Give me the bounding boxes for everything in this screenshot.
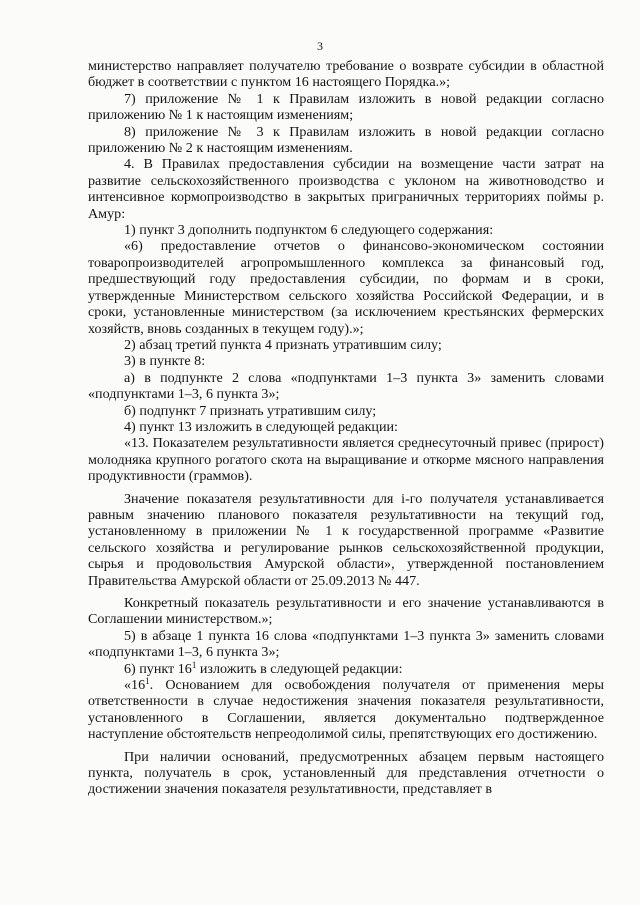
paragraph-quote-16-1 xyxy=(88,677,604,743)
document-body xyxy=(88,58,604,798)
paragraph-quote-16-1-pre: «16 xyxy=(124,677,146,694)
paragraph-subitem-4: 4) пункт 13 изложить в следующей редакции: xyxy=(124,418,398,435)
paragraph-subitem-a: а) в подпункте 2 слова «подпунктами 1–3 пункта 3» заменить словами «подпунктами 1–3, 6 пункта 3»; xyxy=(88,369,604,403)
paragraph-subitem-6 xyxy=(88,661,604,677)
paragraph-subitem-2: 2) абзац третий пункта 4 признать утратившим силу; xyxy=(124,336,442,353)
paragraph-continuation: министерство направляет получателю требование о возврате субсидии в областной бюджет в соответствии с пунктом 16 настоящего Порядка.»; xyxy=(88,58,604,91)
paragraph-item-7: 7) приложение № 1 к Правилам изложить в новой редакции согласно приложению № 1 к настоящим изменениям; xyxy=(88,90,604,124)
paragraph-grounds: При наличии оснований, предусмотренных абзацем первым настоящего пункта, получатель в срок, установленный для представления отчетности о достижении значения показателя результативности, представляет в xyxy=(88,748,604,798)
paragraph-section-4: 4. В Правилах предоставления субсидии на возмещение части затрат на развитие сельскохозяйственного производства с уклоном на животноводство и интенсивное кормопроизводство в закрытых приграничных территориях поймы р. Амур: xyxy=(88,156,604,222)
paragraph-subitem-6-pre: 6) пункт 16 xyxy=(124,660,192,677)
paragraph-quote-6: «6) предоставление отчетов о финансово-экономическом состоянии товаропроизводителей агропромышленного комплекса за финансовый год, предшествующий году предоставления субсидии, по формам и в сроки, утвержденные Министерством сельского хозяйства Российской Федерации, и в сроки, установленные министерством (за исключением крестьянских фермерских хозяйств, вновь созданных в текущем году).»; xyxy=(88,238,604,337)
paragraph-subitem-5: 5) в абзаце 1 пункта 16 слова «подпунктами 1–3 пункта 3» заменить словами «подпунктами 1–3, 6 пункта 3»; xyxy=(88,627,604,661)
paragraph-specific-indicator: Конкретный показатель результативности и его значение устанавливаются в Соглашении министерством.»; xyxy=(88,595,604,628)
page-number: 3 xyxy=(317,39,323,53)
paragraph-item-8: 8) приложение № 3 к Правилам изложить в новой редакции согласно приложению № 2 к настоящим изменениям. xyxy=(88,123,604,157)
paragraph-quote-16-1-post: . Основанием для освобождения получателя от применения меры ответственности в случае недостижения значения показателя результативности, установленного в Соглашении, является документально подтвержденное наступление обстоятельств непреодолимой силы, препятствующих его достижению. xyxy=(88,677,604,743)
paragraph-quote-13: «13. Показателем результативности является среднесуточный привес (прирост) молодняка крупного рогатого скота на выращивание и откорме мясного направления продуктивности (граммов). xyxy=(88,435,604,485)
superscript: 1 xyxy=(191,659,197,670)
paragraph-subitem-6-post: изложить в следующей редакции: xyxy=(196,660,403,677)
paragraph-indicator-value: Значение показателя результативности для i-го получателя устанавливается равным значению планового показателя результативности на текущий год, установленному в приложении № 1 к государственной программе «Развитие сельского хозяйства и регулирование рынков сельскохозяйственной продукции, сырья и продовольствия Амурской области», утвержденной постановлением Правительства Амурской области от 25.09.2013 № 447. xyxy=(88,490,604,589)
superscript: 1 xyxy=(145,676,150,687)
paragraph-subitem-3: 3) в пункте 8: xyxy=(124,353,206,370)
paragraph-subitem-b: б) подпункт 7 признать утратившим силу; xyxy=(124,402,377,419)
paragraph-subitem-1: 1) пункт 3 дополнить подпунктом 6 следующего содержания: xyxy=(124,222,494,239)
